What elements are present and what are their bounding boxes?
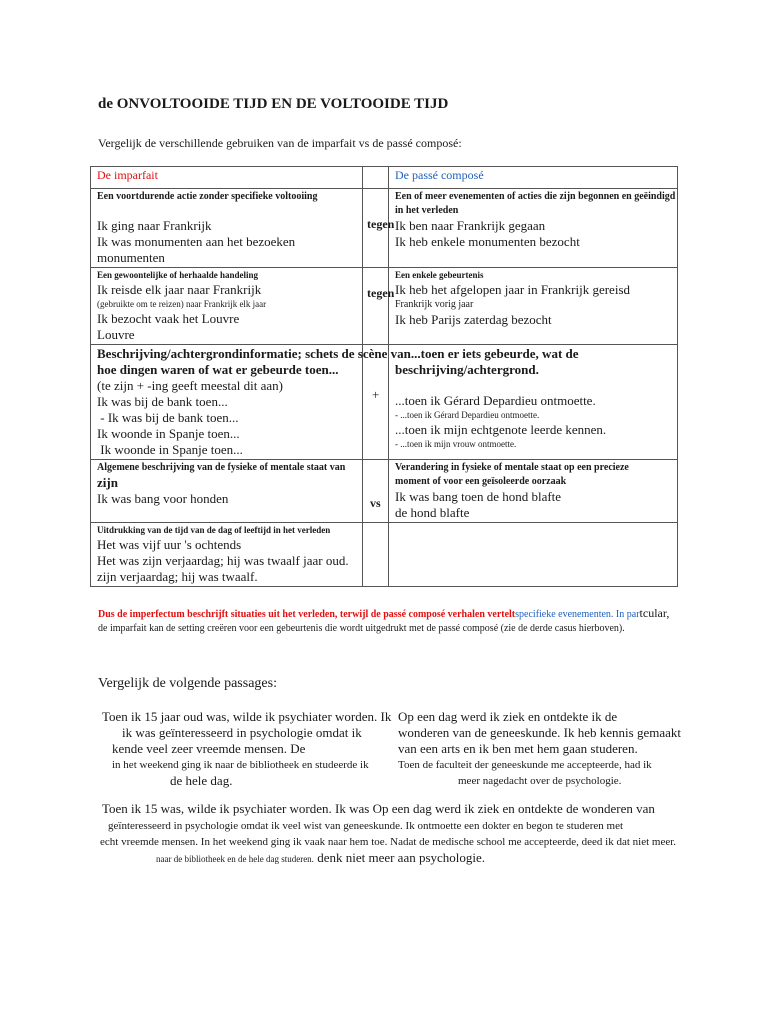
row3-left-line: - Ik was bij de bank toen... — [97, 410, 239, 425]
summary-block — [98, 606, 669, 636]
row5-left-line: Het was vijf uur 's ochtends — [97, 537, 242, 552]
passage-b-line: Toen de faculteit der geneeskunde me accepteerde, had ik — [398, 759, 652, 771]
summary-line-1 — [98, 606, 669, 622]
compare-heading: Vergelijk de volgende passages: — [98, 676, 277, 691]
row4-right-line: Ik was bang toen de hond blafte — [395, 489, 562, 504]
row4-connector: vs — [370, 496, 381, 510]
row1-right-title: in het verleden — [395, 205, 459, 216]
row3-left-title: hoe dingen waren of wat er gebeurde toen... — [97, 362, 339, 377]
imparfait-header: De imparfait — [91, 167, 363, 189]
table-row — [91, 345, 678, 460]
row1-left-line: Ik ging naar Frankrijk — [97, 218, 212, 233]
row1-right-cell — [389, 189, 678, 268]
table-row — [91, 189, 678, 268]
passe-compose-header: De passé composé — [389, 167, 678, 189]
row2-right-line: Ik heb Parijs zaterdag bezocht — [395, 312, 552, 327]
row1-left-line: Ik was monumenten aan het bezoeken — [97, 234, 296, 249]
row5-left-line: Het was zijn verjaardag; hij was twaalf jaar oud. — [97, 553, 349, 568]
row1-right-line: Ik heb enkele monumenten bezocht — [395, 234, 580, 249]
row2-left-note: (gebruikte om te reizen) naar Frankrijk elk jaar — [97, 299, 267, 309]
row2-connector-cell — [363, 268, 395, 345]
row3-left-note: (te zijn + -ing geeft meestal dit aan) — [97, 378, 284, 393]
passage-c-line — [156, 850, 485, 867]
row5-left-line: zijn verjaardag; hij was twaalf. — [97, 569, 258, 584]
table-row — [91, 268, 678, 345]
row1-left-title: Een voortdurende actie zonder specifieke voltooiing — [97, 191, 318, 202]
row1-connector-cell — [363, 189, 395, 268]
row2-left-cell — [91, 268, 363, 345]
row3-right-line: ...toen ik mijn echtgenote leerde kennen. — [395, 422, 607, 437]
row3-right-title: beschrijving/achtergrond. — [395, 362, 539, 377]
row3-right-cell — [389, 345, 678, 460]
passage-c-segment: naar de bibliotheek en de hele dag studeren. — [156, 854, 314, 864]
passage-b-line: van een arts en ik ben met hem gaan studeren. — [398, 741, 638, 756]
summary-blue-text: specifieke evenementen. In par — [515, 609, 640, 620]
passage-a-line: ik was geïnteresseerd in psychologie omdat ik — [122, 725, 362, 740]
comparison-table — [90, 166, 678, 587]
row3-connector: + — [372, 387, 380, 402]
row4-right-line: de hond blafte — [395, 505, 470, 520]
table-header-row — [91, 167, 678, 189]
row2-left-line: Ik bezocht vaak het Louvre — [97, 311, 240, 326]
row1-left-line: monumenten — [97, 250, 165, 265]
row3-connector-cell — [363, 345, 389, 460]
row4-left-line: Ik was bang voor honden — [97, 491, 229, 506]
passage-b-line: Op een dag werd ik ziek en ontdekte ik de — [398, 709, 618, 724]
row2-right-title: Een enkele gebeurtenis — [395, 270, 484, 280]
row3-right-line: ...toen ik Gérard Depardieu ontmoette. — [395, 393, 596, 408]
row1-right-line: Ik ben naar Frankrijk gegaan — [395, 218, 546, 233]
row4-right-cell — [389, 460, 678, 523]
row3-right-note: - ...toen ik Gérard Depardieu ontmoette. — [395, 410, 540, 420]
row4-connector-cell — [363, 460, 389, 523]
row3-left-line: Ik woonde in Spanje toen... — [97, 442, 243, 457]
row3-left-line: Ik was bij de bank toen... — [97, 394, 228, 409]
passage-a-line: de hele dag. — [170, 773, 233, 788]
passage-c-segment: denk niet meer aan psychologie. — [317, 850, 486, 865]
row4-left-title: Algemene beschrijving van de fysieke of mentale staat van — [97, 462, 346, 473]
document-title: de ONVOLTOOIDE TIJD EN DE VOLTOOIDE TIJD — [98, 96, 449, 112]
table-row — [91, 523, 678, 587]
passage-c-line: Toen ik 15 was, wilde ik psychiater worden. Ik was Op een dag werd ik ziek en ontdekte de wonderen van — [102, 801, 655, 816]
row2-left-line: Ik reisde elk jaar naar Frankrijk — [97, 282, 262, 297]
row2-left-title: Een gewoontelijke of herhaalde handeling — [97, 270, 259, 280]
row1-right-title: Een of meer evenementen of acties die zijn begonnen en geëindigd — [395, 191, 676, 202]
document-subtitle: Vergelijk de verschillende gebruiken van de imparfait vs de passé composé: — [98, 136, 462, 150]
summary-red-text: Dus de imperfectum beschrijft situaties uit het verleden, terwijl de passé composé verhalen vertelt — [98, 609, 516, 620]
table-row — [91, 460, 678, 523]
summary-tail-text: tcular, — [639, 606, 670, 620]
row2-left-line: Louvre — [97, 327, 135, 342]
row2-right-line: Ik heb het afgelopen jaar in Frankrijk gereisd — [395, 282, 630, 297]
row5-left-title: Uitdrukking van de tijd van de dag of leeftijd in het verleden — [97, 525, 331, 535]
header-spacer — [363, 167, 389, 189]
row2-right-note: Frankrijk vorig jaar — [395, 299, 474, 310]
passage-a-line: kende veel zeer vreemde mensen. De — [112, 741, 306, 756]
passage-a-line: Toen ik 15 jaar oud was, wilde ik psychiater worden. Ik — [102, 709, 392, 724]
passage-b-line: meer nagedacht over de psychologie. — [458, 775, 622, 787]
row1-left-cell — [91, 189, 363, 268]
passage-c-line: echt vreemde mensen. In het weekend ging ik vaak naar hem toe. Nadat de medische school me accepteerde, deed ik dat niet meer. — [100, 836, 677, 848]
row4-right-title: moment of voor een geïsoleerde oorzaak — [395, 476, 567, 487]
passage-a-line: in het weekend ging ik naar de bibliotheek en studeerde ik — [112, 759, 369, 771]
row3-left-line: Ik woonde in Spanje toen... — [97, 426, 240, 441]
row2-right-cell — [389, 268, 678, 345]
row5-connector-cell — [363, 523, 389, 587]
row4-left-title: zijn — [97, 475, 118, 490]
row5-left-cell — [91, 523, 363, 587]
row4-left-cell — [91, 460, 363, 523]
row5-right-cell — [389, 523, 678, 587]
row4-right-title: Verandering in fysieke of mentale staat op een precieze — [395, 462, 629, 473]
row3-right-note: - ...toen ik mijn vrouw ontmoette. — [395, 439, 517, 449]
passage-c-line: geïnteresseerd in psychologie omdat ik veel wist van geneeskunde. Ik ontmoette een dokter en begon te studeren met — [108, 820, 624, 832]
row2-connector: tegen — [367, 286, 395, 300]
row3-left-title: Beschrijving/achtergrondinformatie; schets de scène van...toen er iets gebeurde, wat de — [97, 346, 579, 361]
passage-b-line: wonderen van de geneeskunde. Ik heb kennis gemaakt — [398, 725, 682, 740]
row1-connector: tegen — [367, 217, 395, 231]
summary-line-2: de imparfait kan de setting creëren voor een gebeurtenis die wordt uitgedrukt met de passé composé (zie de derde casus hierboven). — [98, 623, 625, 634]
